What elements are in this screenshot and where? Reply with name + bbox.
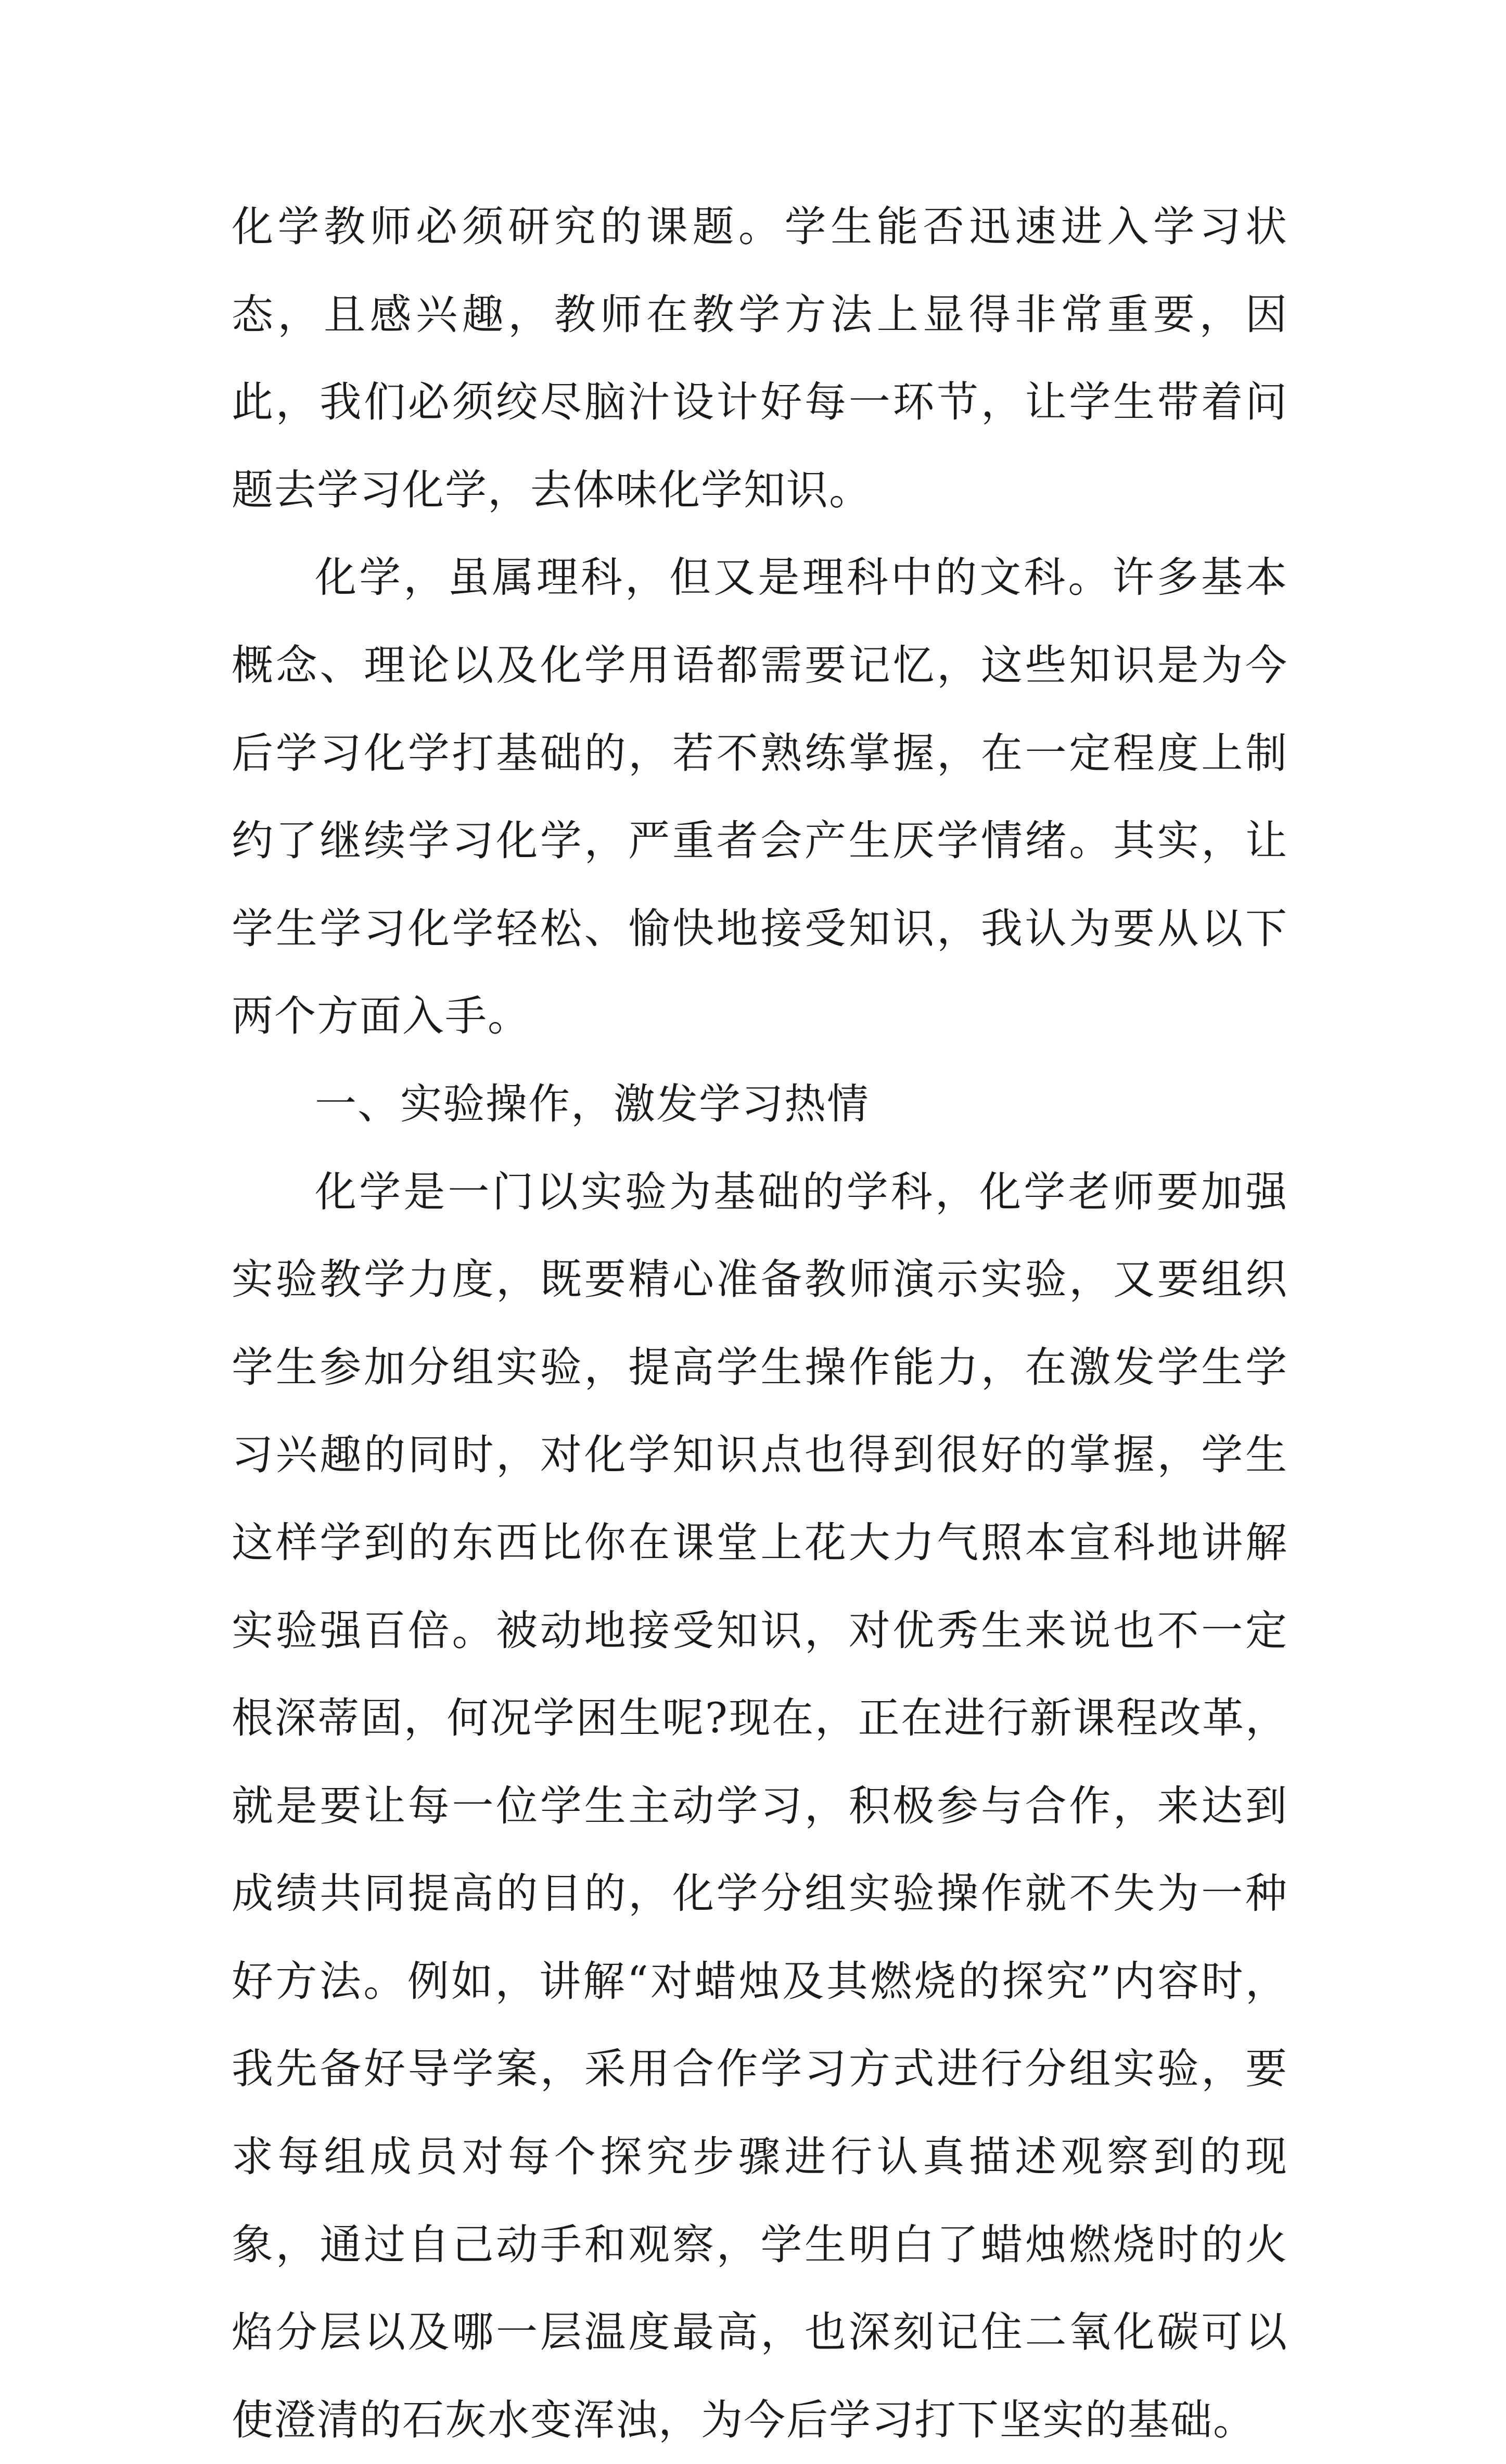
section-heading-experiment: 一、实验操作，激发学习热情 bbox=[315, 1079, 870, 1128]
document-body bbox=[232, 183, 1288, 2464]
paragraph-experiment-teaching: 化学是一门以实验为基础的学科，化学老师要加强实验教学力度，既要精心准备教师演示实验，又要组织学生参加分组实验，提高学生操作能力，在激发学生学习兴趣的同时，对化学知识点也得到很好的掌握，学生这样学到的东西比你在课堂上花大力气照本宣科地讲解实验强百倍。被动地接受知识，对优秀生来说也不一定根深蒂固，何况学困生呢?现在，正在进行新课程改革，就是要让每一位学生主动学习，积极参与合作，来达到成绩共同提高的目的，化学分组实验操作就不失为一种好方法。例如，讲解“对蜡烛及其燃烧的探究”内容时，我先备好导学案，采用合作学习方式进行分组实验，要求每组成员对每个探究步骤进行认真描述观察到的现象，通过自己动手和观察，学生明白了蜡烛燃烧时的火焰分层以及哪一层温度最高，也深刻记住二氧化碳可以使澄清的石灰水变浑浊，为今后学习打下坚实的基础。 bbox=[232, 1167, 1288, 2444]
paragraph-chemistry-memory: 化学，虽属理科，但又是理科中的文科。许多基本概念、理论以及化学用语都需要记忆，这些知识是为今后学习化学打基础的，若不熟练掌握，在一定程度上制约了继续学习化学，严重者会产生厌学情绪。其实，让学生学习化学轻松、愉快地接受知识，我认为要从以下两个方面入手。 bbox=[232, 553, 1288, 1041]
paragraph-continuation: 化学教师必须研究的课题。学生能否迅速进入学习状态，且感兴趣，教师在教学方法上显得非常重要，因此，我们必须绞尽脑汁设计好每一环节，让学生带着问题去学习化学，去体味化学知识。 bbox=[232, 202, 1288, 514]
